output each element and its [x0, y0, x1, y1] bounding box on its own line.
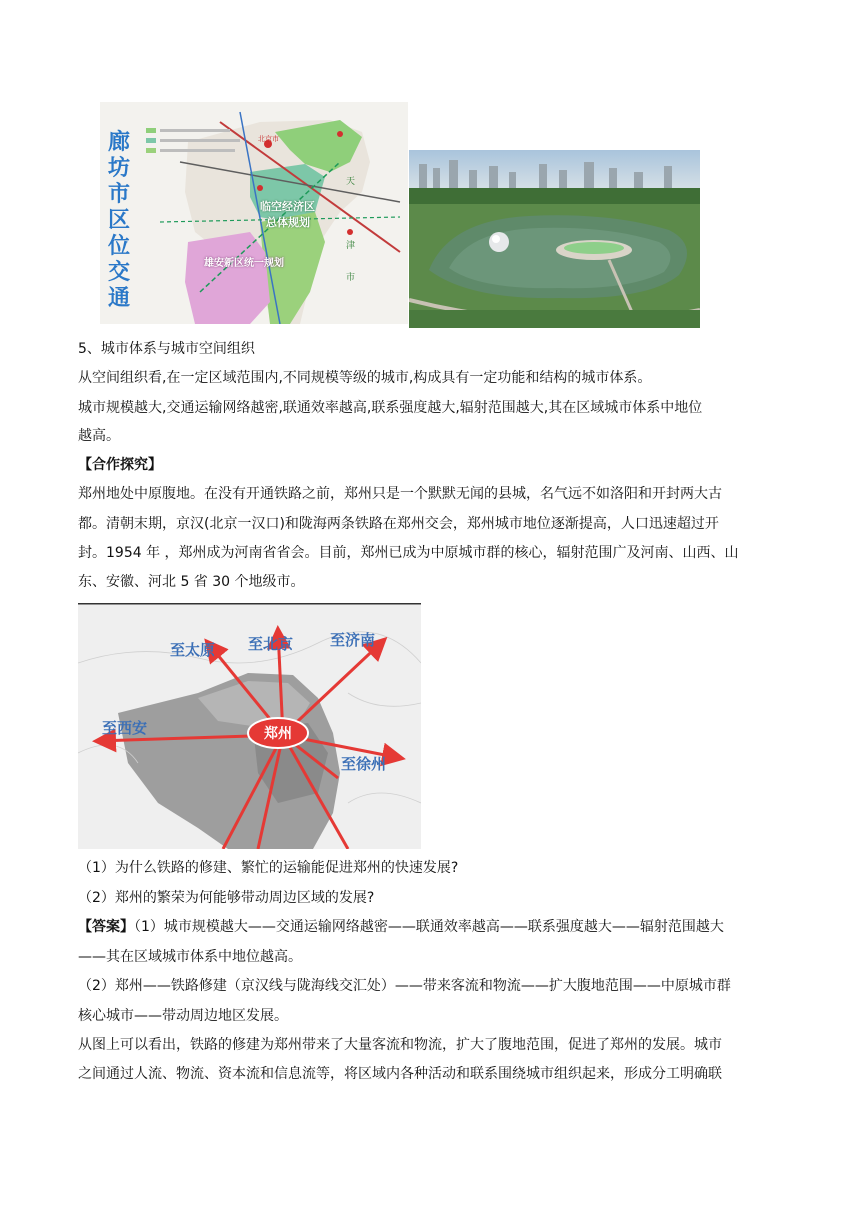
park-photo-graphic [409, 150, 700, 328]
explanation-line: 从图上可以看出，铁路的修建为郑州带来了大量客流和物流，扩大了腹地范围，促进了郑州的发展。城市 [78, 1037, 722, 1053]
question-2: （2）郑州的繁荣为何能够带动周边区域的发展? [78, 890, 375, 906]
label-beijing: 北京市 [258, 135, 279, 143]
label-linkong: 临空经济区 [260, 200, 315, 213]
question-1: （1）为什么铁路的修建、繁忙的运输能促进郑州的快速发展? [78, 860, 459, 876]
center-label-zhengzhou: 郑州 [264, 726, 292, 742]
langfang-map-graphic [100, 102, 408, 324]
answer-2-cont: 核心城市——带动周边地区发展。 [78, 1008, 288, 1024]
map-title-char: 廊 [107, 130, 130, 155]
cooperation-heading: 【合作探究】 [78, 457, 162, 473]
label-xiongan: 雄安新区统一规划 [204, 258, 284, 269]
dest-label-xian: 至西安 [102, 719, 148, 737]
map-title-char: 区 [107, 208, 130, 233]
map-title-char: 位 [107, 234, 130, 259]
dest-label-xuzhou: 至徐州 [341, 755, 387, 773]
zhengzhou-paragraph-line: 东、安徽、河北 5 省 30 个地级市。 [78, 574, 305, 590]
answer-1-text: （1）城市规模越大——交通运输网络越密——联通效率越高——联系强度越大——辐射范围越大 [134, 919, 724, 935]
park-aerial-photo [409, 150, 700, 328]
map-title-char: 交 [107, 260, 130, 285]
map-title-char: 通 [107, 286, 130, 311]
answer-line-1 [78, 917, 724, 937]
answer-1-cont: ——其在区域城市体系中地位越高。 [78, 949, 302, 965]
paragraph-city-scale: 城市规模越大,交通运输网络越密,联通效率越高,联系强度越大,辐射范围越大,其在区域城市体系中地位 [78, 400, 703, 416]
map-title-char: 市 [107, 182, 130, 207]
label-shi: 市 [346, 273, 356, 283]
paragraph-city-scale-cont: 越高。 [78, 428, 120, 444]
dest-label-taiyuan: 至太原 [170, 641, 216, 659]
section-heading: 5、城市体系与城市空间组织 [78, 341, 255, 357]
langfang-traffic-map [100, 102, 408, 324]
label-jin: 津 [346, 241, 356, 251]
answer-2: （2）郑州——铁路修建（京汉线与陇海线交汇处）——带来客流和物流——扩大腹地范围——中原城市群 [78, 978, 731, 994]
answer-label: 【答案】 [78, 919, 134, 935]
explanation-line: 之间通过人流、物流、资本流和信息流等，将区域内各种活动和联系围绕城市组织起来，形成分工明确联 [78, 1066, 722, 1082]
label-zongti: 总体规划 [266, 216, 310, 229]
zhengzhou-paragraph-line: 都。清朝末期，京汉(北京一汉口)和陇海两条铁路在郑州交会，郑州城市地位逐渐提高，人口迅速超过开 [78, 516, 719, 532]
paragraph-urban-system: 从空间组织看,在一定区域范围内,不同规模等级的城市,构成具有一定功能和结构的城市体系。 [78, 370, 652, 386]
dest-label-beijing: 至北京 [248, 635, 294, 653]
dest-label-jinan: 至济南 [330, 631, 376, 649]
map-vertical-title [106, 130, 132, 312]
label-tian: 天 [346, 177, 356, 187]
map-title-char: 坊 [107, 156, 130, 181]
zhengzhou-railway-map [78, 603, 421, 849]
zhengzhou-paragraph-line: 封。1954 年 ，郑州成为河南省省会。目前，郑州已成为中原城市群的核心，辐射范围广及河南、山西、山 [78, 545, 739, 561]
zhengzhou-paragraph-line: 郑州地处中原腹地。在没有开通铁路之前，郑州只是一个默默无闻的县城，名气远不如洛阳和开封两大古 [78, 486, 722, 502]
